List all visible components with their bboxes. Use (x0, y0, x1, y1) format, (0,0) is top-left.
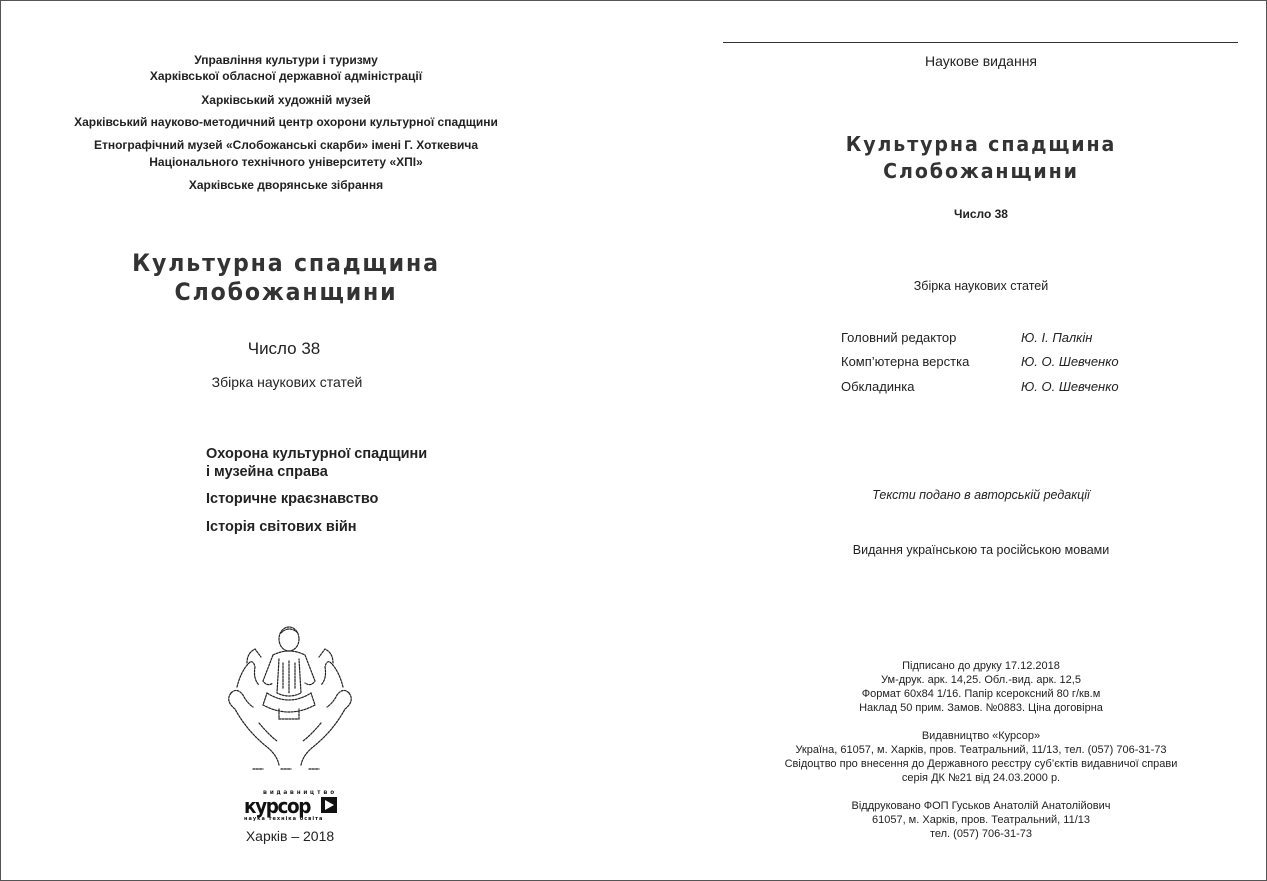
print-info-line: Наклад 50 прим. Замов. №0883. Ціна договірна (859, 702, 1103, 714)
publisher-info-line: Видавництво «Курсор» (921, 730, 1041, 742)
print-info-line: Формат 60х84 1/16. Папір ксероксний 80 г/кв.м (861, 688, 1101, 700)
org-line: Харківської обласної державної адміністрації (149, 69, 423, 83)
editor-name: Ю. О. Шевченко (1021, 354, 1119, 369)
editor-role: Комп’ютерна верстка (841, 354, 970, 369)
publisher-logo (244, 789, 339, 825)
printer-info-line: 61057, м. Харків, пров. Театральний, 11/13 (871, 814, 1090, 826)
publisher-info-line: серія ДК №21 від 24.03.2000 р. (901, 772, 1061, 784)
org-line: Харківський науково-методичний центр охорони культурної спадщини (74, 115, 498, 129)
editor-role: Обкладинка (841, 379, 915, 394)
left-subtitle: Збірка наукових статей (211, 374, 363, 390)
edition-type: Наукове видання (924, 53, 1038, 69)
left-title-line2: Слобожанщини (174, 278, 398, 306)
right-subtitle: Збірка наукових статей (913, 279, 1049, 293)
org-line: Національного технічного університету «ХПІ» (149, 155, 423, 169)
cursor-arrow-icon (321, 797, 337, 813)
printer-info-line: тел. (057) 706-31-73 (929, 828, 1033, 840)
hands-emblem-icon (223, 623, 358, 773)
left-title-line1: Культурна спадщина (132, 249, 440, 277)
org-line: Харківський художній музей (201, 93, 371, 107)
right-title-line1: Культурна спадщина (845, 132, 1117, 156)
org-line: Етнографічний музей «Слобожанські скарби» імені Г. Хоткевича (93, 138, 479, 152)
org-line: Харківське дворянське зібрання (188, 178, 384, 192)
print-info-line: Підписано до друку 17.12.2018 (902, 660, 1060, 672)
right-title-line2: Слобожанщини (883, 159, 1079, 183)
place-year: Харків – 2018 (245, 828, 335, 844)
publisher-info-line: Україна, 61057, м. Харків, пров. Театральний, 11/13, тел. (057) 706-31-73 (795, 744, 1167, 756)
section-heading: і музейна справа (206, 464, 328, 480)
print-info-line: Ум-друк. арк. 14,25. Обл.-вид. арк. 12,5 (881, 674, 1081, 686)
section-heading: Історія світових війн (206, 519, 357, 535)
author-edition-note: Тексти подано в авторській редакції (872, 488, 1090, 502)
editor-name: Ю. І. Палкін (1021, 330, 1093, 345)
right-issue: Число 38 (954, 207, 1008, 221)
publisher-info-line: Свідоцтво про внесення до Державного реєстру суб’єктів видавничої справи (784, 758, 1178, 770)
org-line: Управління культури і туризму (194, 53, 378, 67)
top-rule (723, 42, 1238, 43)
printer-info-line: Віддруковано ФОП Гуськов Анатолій Анатолійович (851, 800, 1111, 812)
publisher-logo-top-text: видавництво (263, 788, 337, 796)
editor-name: Ю. О. Шевченко (1021, 379, 1119, 394)
section-heading: Історичне краєзнавство (206, 491, 379, 507)
publisher-logo-bottom-text: наука техніка освіта (244, 816, 324, 822)
section-heading: Охорона культурної спадщини (206, 446, 428, 462)
publisher-logo-main-text: курсор (244, 794, 311, 818)
left-issue: Число 38 (247, 339, 321, 358)
editor-role: Головний редактор (841, 330, 957, 345)
languages-note: Видання українською та російською мовами (852, 543, 1110, 557)
